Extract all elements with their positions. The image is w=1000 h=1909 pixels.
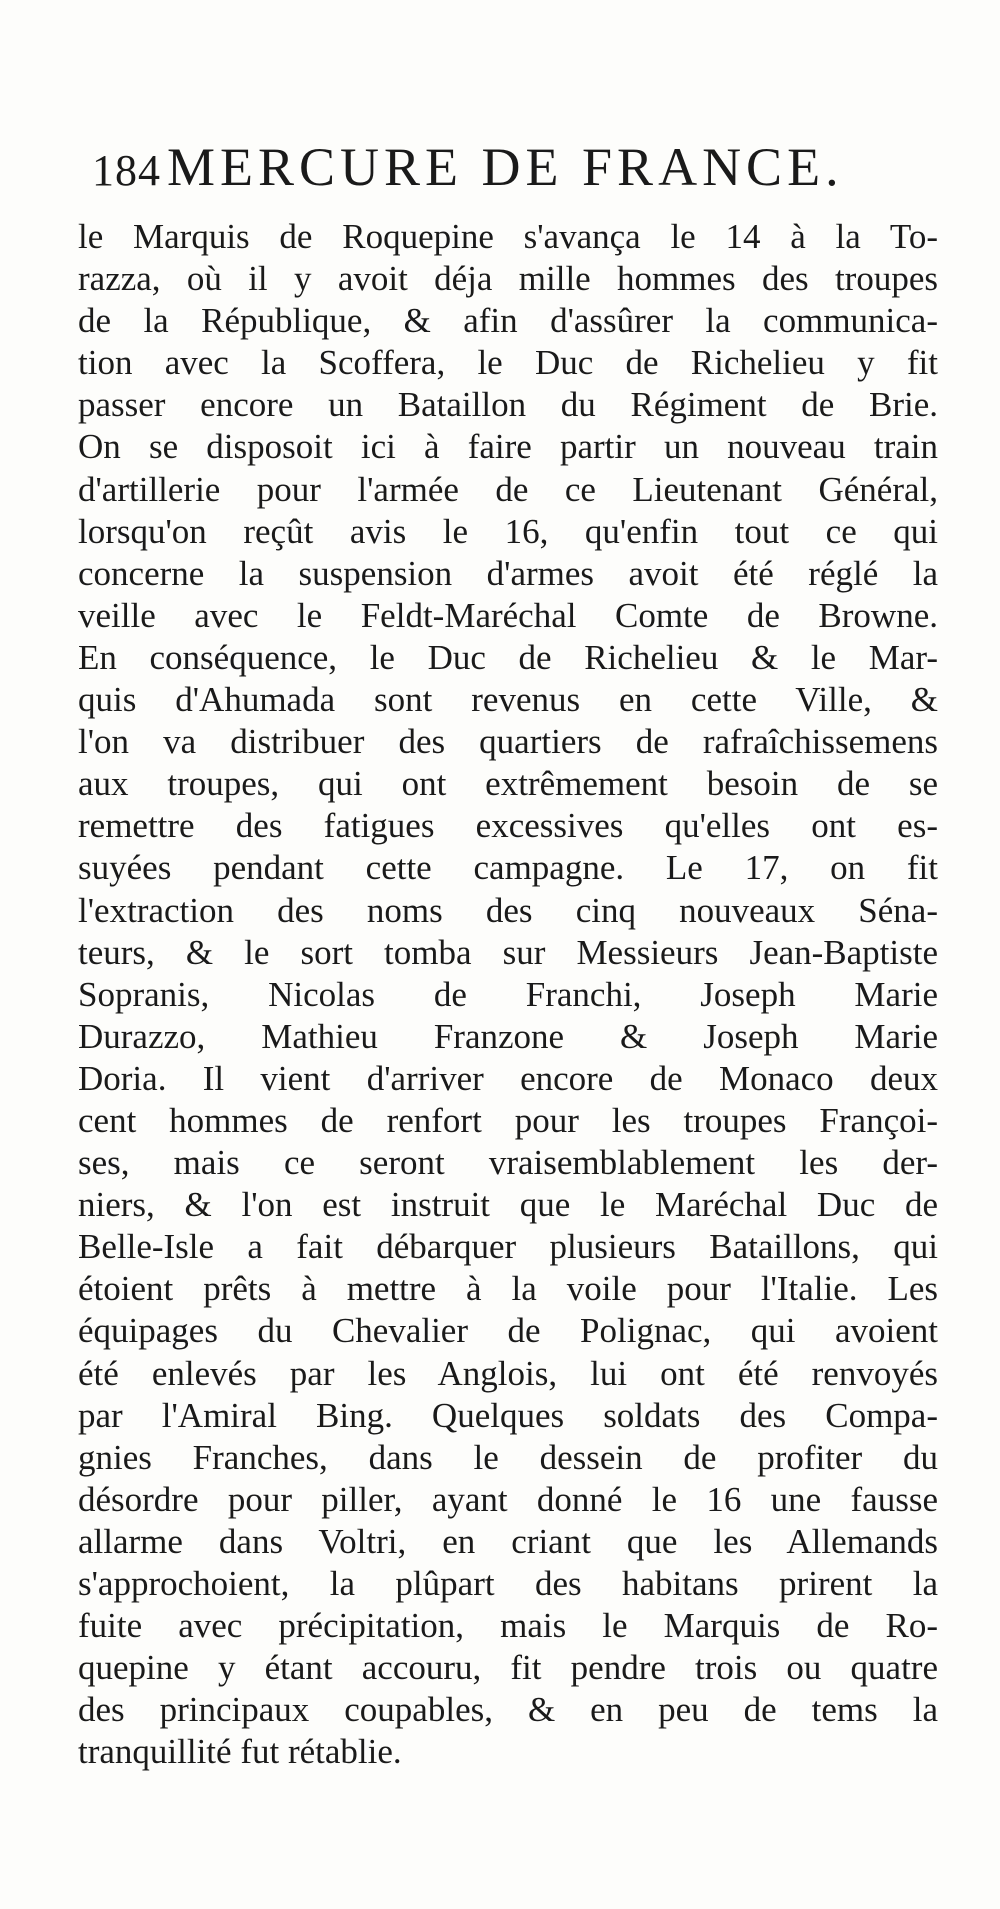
text-line: de la République, & afin d'assûrer la communica- [78, 301, 938, 341]
text-line: quepine y étant accouru, fit pendre trois ou quatre [78, 1648, 938, 1688]
journal-title: MERCURE DE FRANCE. [167, 137, 844, 197]
text-line: quis d'Ahumada sont revenus en cette Ville, & [78, 680, 938, 720]
text-line: désordre pour piller, ayant donné le 16 une fausse [78, 1479, 938, 1519]
text-line: l'extraction des noms des cinq nouveaux Séna- [78, 890, 938, 930]
text-line: cent hommes de renfort pour les troupes Françoi- [78, 1100, 938, 1140]
text-line: des principaux coupables, & en peu de tems la [78, 1690, 938, 1730]
text-line: l'on va distribuer des quartiers de rafraîchissemens [78, 722, 938, 762]
text-line: Durazzo, Mathieu Franzone & Joseph Marie [78, 1016, 938, 1056]
text-line: En conséquence, le Duc de Richelieu & le Mar- [78, 637, 938, 677]
text-line: On se disposoit ici à faire partir un nouveau train [78, 427, 938, 467]
text-line: équipages du Chevalier de Polignac, qui avoient [78, 1311, 938, 1351]
text-line: aux troupes, qui ont extrêmement besoin de se [78, 764, 938, 804]
text-line: s'approchoient, la plûpart des habitans prirent la [78, 1564, 938, 1603]
text-line: tranquillité fut rétablie. [78, 1732, 402, 1772]
text-line: d'artillerie pour l'armée de ce Lieutenant Général, [78, 469, 938, 509]
text-line: veille avec le Feldt-Maréchal Comte de Browne. [78, 595, 938, 635]
text-line: fuite avec précipitation, mais le Marquis de Ro- [78, 1606, 938, 1646]
text-line: été enlevés par les Anglois, lui ont été renvoyés [78, 1353, 938, 1393]
text-line: Belle-Isle a fait débarquer plusieurs Bataillons, qui [78, 1227, 938, 1267]
text-line: par l'Amiral Bing. Quelques soldats des Compa- [78, 1395, 938, 1435]
text-line: remettre des fatigues excessives qu'elles ont es- [78, 806, 938, 846]
text-line: teurs, & le sort tomba sur Messieurs Jean-Baptiste [78, 932, 938, 972]
text-line: gnies Franches, dans le dessein de profiter du [78, 1437, 938, 1477]
text-line: tion avec la Scoffera, le Duc de Richelieu y fit [78, 343, 938, 383]
text-line: concerne la suspension d'armes avoit été réglé la [78, 553, 938, 593]
text-line: razza, où il y avoit déja mille hommes des troupes [78, 259, 938, 299]
text-line: étoient prêts à mettre à la voile pour l'Italie. Les [78, 1269, 938, 1309]
text-line: suyées pendant cette campagne. Le 17, on fit [78, 848, 938, 888]
text-line: ses, mais ce seront vraisemblablement les der- [78, 1143, 938, 1183]
running-head [92, 136, 892, 206]
text-line: Sopranis, Nicolas de Franchi, Joseph Marie [78, 974, 938, 1014]
text-line: passer encore un Bataillon du Régiment de Brie. [78, 385, 938, 425]
text-line: allarme dans Voltri, en criant que les Allemands [78, 1521, 938, 1561]
page-number: 184 [92, 146, 161, 195]
text-line: Doria. Il vient d'arriver encore de Monaco deux [78, 1058, 938, 1098]
body-text [78, 216, 938, 1773]
text-line: le Marquis de Roquepine s'avança le 14 à la To- [78, 217, 938, 256]
text-line: niers, & l'on est instruit que le Maréchal Duc de [78, 1185, 938, 1225]
text-line: lorsqu'on reçût avis le 16, qu'enfin tout ce qui [78, 511, 938, 551]
